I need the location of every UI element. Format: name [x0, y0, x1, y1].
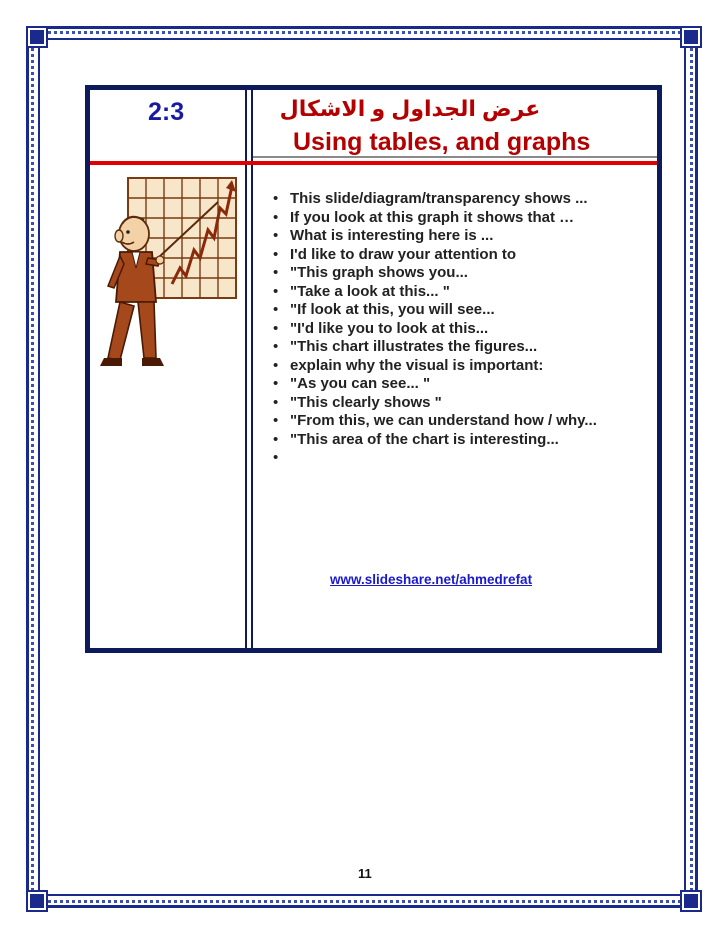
list-item: • "This chart illustrates the figures...: [273, 338, 653, 357]
slide-title-english: Using tables, and graphs: [293, 128, 591, 156]
slideshare-link[interactable]: www.slideshare.net/ahmedrefat: [330, 572, 533, 587]
list-item: • "If look at this, you will see...: [273, 301, 653, 320]
border-corner-bottom-left: [28, 892, 46, 910]
list-item: • "Take a look at this... ": [273, 283, 653, 302]
list-item: • "This graph shows you...: [273, 264, 653, 283]
border-corner-top-left: [28, 28, 46, 46]
bullet-list: [273, 190, 653, 449]
slide-title: [253, 90, 657, 162]
presenter-with-chart-icon: [94, 172, 242, 372]
list-item: • What is interesting here is ...: [273, 227, 653, 246]
header-grey-rule: [253, 156, 657, 158]
border-corner-bottom-right: [682, 892, 700, 910]
slide-table: [85, 85, 662, 653]
slide-title-arabic: عرض الجداول و الاشكال: [279, 96, 541, 121]
slide-number: 2:3: [148, 98, 185, 126]
list-item: • "From this, we can understand how / why...: [273, 412, 653, 431]
border-corner-top-right: [682, 28, 700, 46]
list-item: • "This area of the chart is interesting...: [273, 431, 653, 450]
list-item: • I'd like to draw your attention to: [273, 246, 653, 265]
list-item: • "As you can see... ": [273, 375, 653, 394]
list-item: • "This clearly shows ": [273, 394, 653, 413]
list-item: • If you look at this graph it shows that …: [273, 209, 653, 228]
list-item: • This slide/diagram/transparency shows ...: [273, 190, 653, 209]
header-red-rule: [90, 161, 657, 165]
list-item: • "I'd like you to look at this...: [273, 320, 653, 339]
column-divider: [245, 90, 253, 648]
page-number: 11: [358, 866, 372, 881]
list-item: • explain why the visual is important:: [273, 357, 653, 376]
slide-header: [90, 90, 657, 162]
